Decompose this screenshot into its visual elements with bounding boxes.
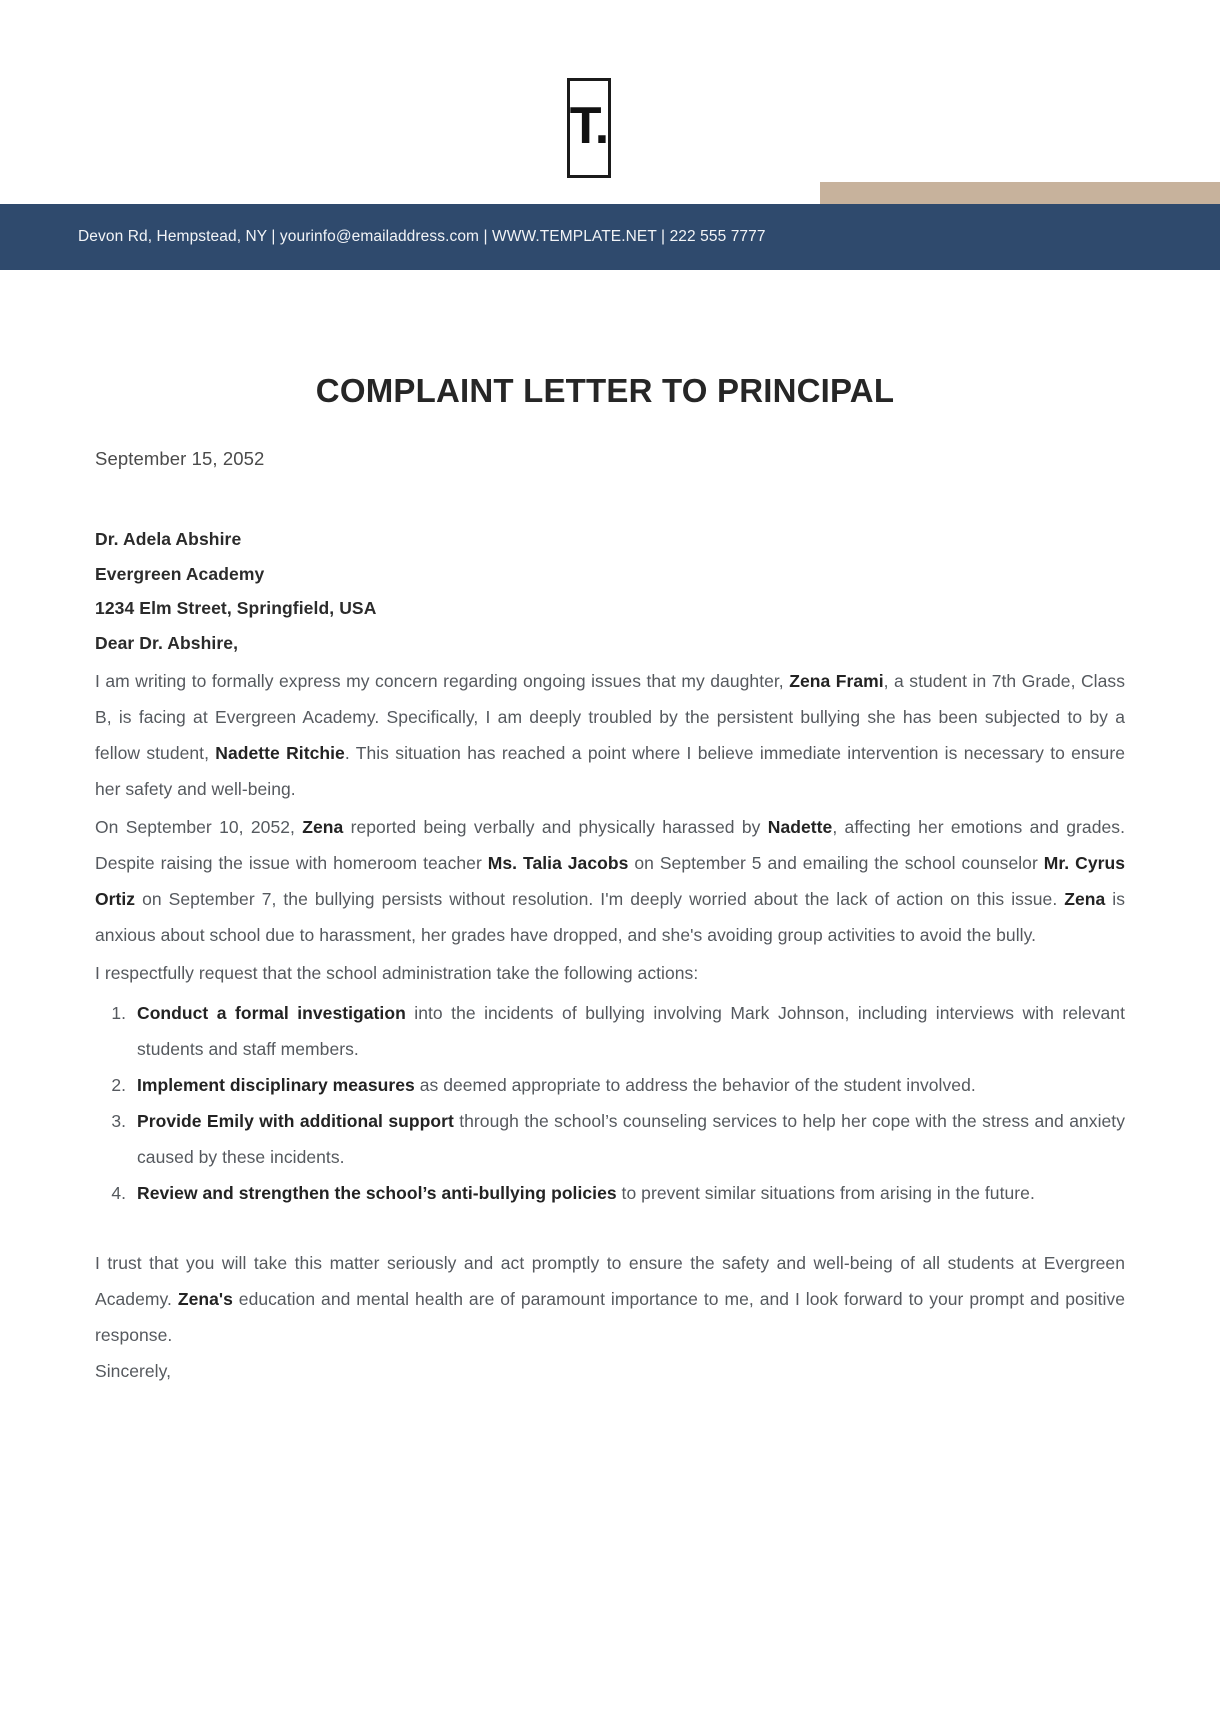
letter-date: September 15, 2052 [95,448,265,469]
list-item [131,1067,1125,1103]
par1-seg2: , a student in 7th Grade, Class B, is facing at Evergreen Academy. Specifically, I am deeply troubled by the persistent bullying she has been subjected to by a fellow student, [95,670,1125,763]
action-1-bold: Conduct a formal investigation [137,1002,406,1023]
letter-body [0,372,1220,1389]
contact-bar [0,204,1220,270]
action-4-rest: to prevent similar situations from arising in the future. [616,1183,1035,1204]
par2-seg6: is anxious about school due to harassment, her grades have dropped, and she's avoiding group activities to avoid the bully. [95,888,1125,945]
action-2-rest: as deemed appropriate to address the behavior of the student involved. [414,1075,976,1096]
par1-seg1: I am writing to formally express my concern regarding ongoing issues that my daughter, [95,670,790,691]
recipient-name: Dr. Adela Abshire [95,529,242,549]
par2-seg5: on September 7, the bullying persists without resolution. I'm deeply worried about the lack of action on this issue. [135,888,1065,909]
par2-bold2: Nadette [767,816,833,837]
par1-seg3: . This situation has reached a point where I believe immediate intervention is necessary to ensure her safety and well-being. [95,742,1125,799]
par2-seg1: On September 10, 2052, [95,816,303,837]
requested-actions-list [95,995,1125,1211]
recipient-address: 1234 Elm Street, Springfield, USA [95,598,377,619]
closing-bold1: Zena's [177,1289,233,1310]
par1-bold2: Nadette Ritchie [215,742,345,763]
list-item [131,1103,1125,1175]
contact-info-text: Devon Rd, Hempstead, NY | yourinfo@emailaddress.com | WWW.TEMPLATE.NET | 222 555 7777 [78,228,766,245]
salutation: Dear Dr. Abshire, [95,632,239,653]
list-item [131,1175,1125,1211]
par2-seg3: , affecting her emotions and grades. Despite raising the issue with homeroom teacher [95,816,1125,873]
par2-seg4: on September 5 and emailing the school counselor [628,852,1044,873]
sign-off: Sincerely, [95,1361,172,1382]
closing-seg1: I trust that you will take this matter seriously and act promptly to ensure the safety and well-being of all students at Evergreen Academy. [95,1253,1125,1310]
letterhead [0,0,1220,300]
request-intro: I respectfully request that the school administration take the following actions: [95,962,699,983]
closing-seg2: education and mental health are of paramount importance to me, and I look forward to your prompt and positive response. [95,1289,1126,1346]
paragraph-two [95,809,1125,953]
recipient-organization: Evergreen Academy [95,563,265,584]
action-3-bold: Provide Emily with additional support [137,1111,454,1132]
page-title: COMPLAINT LETTER TO PRINCIPAL [315,372,895,409]
action-2-bold: Implement disciplinary measures [137,1075,415,1096]
action-4-bold: Review and strengthen the school’s anti-bullying policies [137,1183,617,1204]
par1-bold1: Zena Frami [789,670,884,691]
brand-logo-box [567,78,611,178]
par2-bold1: Zena [302,816,344,837]
par2-seg2: reported being verbally and physically harassed by [343,816,768,837]
par2-bold5: Zena [1064,888,1106,909]
recipient-block [95,522,1125,661]
par2-bold3: Ms. Talia Jacobs [487,852,629,873]
par2-bold4: Mr. Cyrus Ortiz [95,852,1125,909]
closing-paragraph [95,1245,1125,1353]
tan-accent-bar [820,182,1220,204]
brand-logo-glyph: T. [569,97,609,155]
list-item [131,995,1125,1067]
action-3-rest: through the school’s counseling services to help her cope with the stress and anxiety caused by these incidents. [137,1111,1126,1168]
paragraph-one [95,663,1125,807]
action-1-rest: into the incidents of bullying involving Mark Johnson, including interviews with relevant students and staff members. [137,1002,1125,1060]
